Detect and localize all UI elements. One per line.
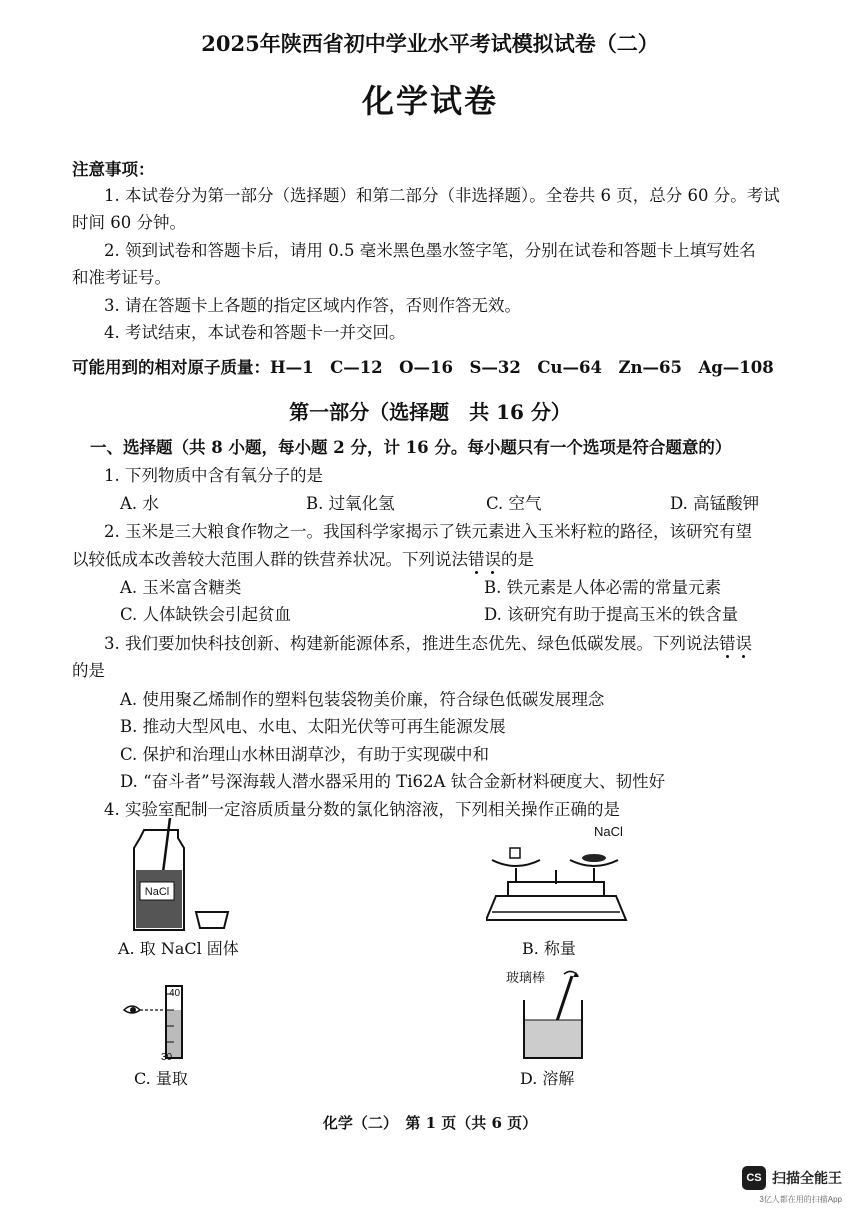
emphasis-mark: 错 <box>719 634 736 653</box>
q2-stem-line-2 <box>72 546 534 570</box>
weighing-dish <box>196 912 228 928</box>
notice-item-2-line-1: 2. 领到试卷和答题卡后，请用 0.5 毫米黑色墨水签字笔，分别在试卷和答题卡上填写姓名 <box>104 241 756 260</box>
q3-stem-line-2: 的是 <box>72 661 105 680</box>
balance-base <box>486 896 626 920</box>
q3-stem-line-1 <box>104 630 752 654</box>
beaker-solution <box>525 1020 581 1057</box>
q1-stem: 1. 下列物质中含有氧分子的是 <box>104 466 323 485</box>
notice-item-1-line-1: 1. 本试卷分为第一部分（选择题）和第二部分（非选择题）。全卷共 6 页，总分 60 分。考试 <box>104 186 780 205</box>
graduated-cylinder-figure <box>122 980 202 1062</box>
q2-option-d: D. 该研究有助于提高玉米的铁含量 <box>484 605 739 624</box>
notice-item-1-line-2: 时间 60 分钟。 <box>72 213 186 232</box>
q4-option-a: A. 取 NaCl 固体 <box>118 939 239 958</box>
emphasis-mark: 误 <box>484 550 501 569</box>
atomic-masses: 可能用到的相对原子质量：H—1 C—12 O—16 S—32 Cu—64 Zn—65 Ag—108 <box>72 358 774 377</box>
left-pan <box>492 860 540 866</box>
page-footer: 化学（二） 第 1 页（共 6 页） <box>322 1114 538 1132</box>
notice-heading: 注意事项： <box>72 160 155 179</box>
q4-stem: 4. 实验室配制一定溶质质量分数的氯化钠溶液，下列相关操作正确的是 <box>104 800 620 819</box>
section-one-instructions: 一、选择题（共 8 小题，每小题 2 分，计 16 分。每小题只有一个选项是符合题意的） <box>90 438 732 457</box>
balance-beam <box>508 882 604 896</box>
notice-item-2-line-2: 和准考证号。 <box>72 268 171 287</box>
scanner-watermark <box>742 1166 842 1190</box>
q2-stem-line-1: 2. 玉米是三大粮食作物之一。我国科学家揭示了铁元素进入玉米籽粒的路径，该研究有望 <box>104 522 752 541</box>
q3-option-b: B. 推动大型风电、水电、太阳光伏等可再生能源发展 <box>120 717 506 736</box>
glass-rod-label: 玻璃棒 <box>506 970 546 985</box>
subject-title: 化学试卷 <box>361 82 498 120</box>
part-one-title: 第一部分（选择题 共 16 分） <box>289 400 571 424</box>
q4-option-b: B. 称量 <box>522 939 576 958</box>
q2-option-b: B. 铁元素是人体必需的常量元素 <box>484 578 722 597</box>
scale-label-text: NaCl <box>594 824 623 839</box>
beaker-figure <box>506 966 616 1066</box>
scanner-app-name: 扫描全能王 <box>772 1170 842 1186</box>
cylinder-bottom-mark: 30 <box>161 1052 173 1062</box>
exam-title: 2025年陕西省初中学业水平考试模拟试卷（二） <box>201 31 659 56</box>
q1-option-a: A. 水 <box>120 494 159 513</box>
q2-option-c: C. 人体缺铁会引起贫血 <box>120 605 292 624</box>
q1-option-b: B. 过氧化氢 <box>306 494 395 513</box>
jar-label-text: NaCl <box>144 886 170 898</box>
emphasis-mark: 误 <box>735 634 752 653</box>
q1-option-c: C. 空气 <box>486 494 542 513</box>
q4-option-d: D. 溶解 <box>520 1069 575 1088</box>
weight-block <box>510 848 520 858</box>
q2-stem-tail: 的是 <box>501 550 534 569</box>
q3-option-c: C. 保护和治理山水林田湖草沙，有助于实现碳中和 <box>120 745 490 764</box>
q4-option-c: C. 量取 <box>134 1069 188 1088</box>
scanner-logo-icon: CS <box>742 1166 766 1190</box>
reagent-jar-figure <box>126 818 256 932</box>
notice-item-3: 3. 请在答题卡上各题的指定区域内作答，否则作答无效。 <box>104 296 521 315</box>
scanner-tagline: 3亿人都在用的扫描App <box>759 1195 842 1204</box>
cylinder-liquid <box>167 1010 181 1057</box>
q3-stem-text: 3. 我们要加快科技创新、构建新能源体系，推进生态优先、绿色低碳发展。下列说法 <box>104 634 719 653</box>
q3-option-d: D. “奋斗者”号深海载人潜水器采用的 Ti62A 钛合金新材料硬度大、韧性好 <box>120 772 666 791</box>
notice-item-4: 4. 考试结束，本试卷和答题卡一并交回。 <box>104 323 406 342</box>
q2-stem-text: 以较低成本改善较大范围人群的铁营养状况。下列说法 <box>72 550 468 569</box>
balance-figure <box>486 820 646 934</box>
salt-pile <box>582 854 606 862</box>
q3-option-a: A. 使用聚乙烯制作的塑料包装袋物美价廉，符合绿色低碳发展理念 <box>120 690 605 709</box>
cylinder-top-mark: 40 <box>169 988 181 999</box>
emphasis-mark: 错 <box>468 550 485 569</box>
q2-option-a: A. 玉米富含糖类 <box>120 578 242 597</box>
q1-option-d: D. 高锰酸钾 <box>670 494 760 513</box>
